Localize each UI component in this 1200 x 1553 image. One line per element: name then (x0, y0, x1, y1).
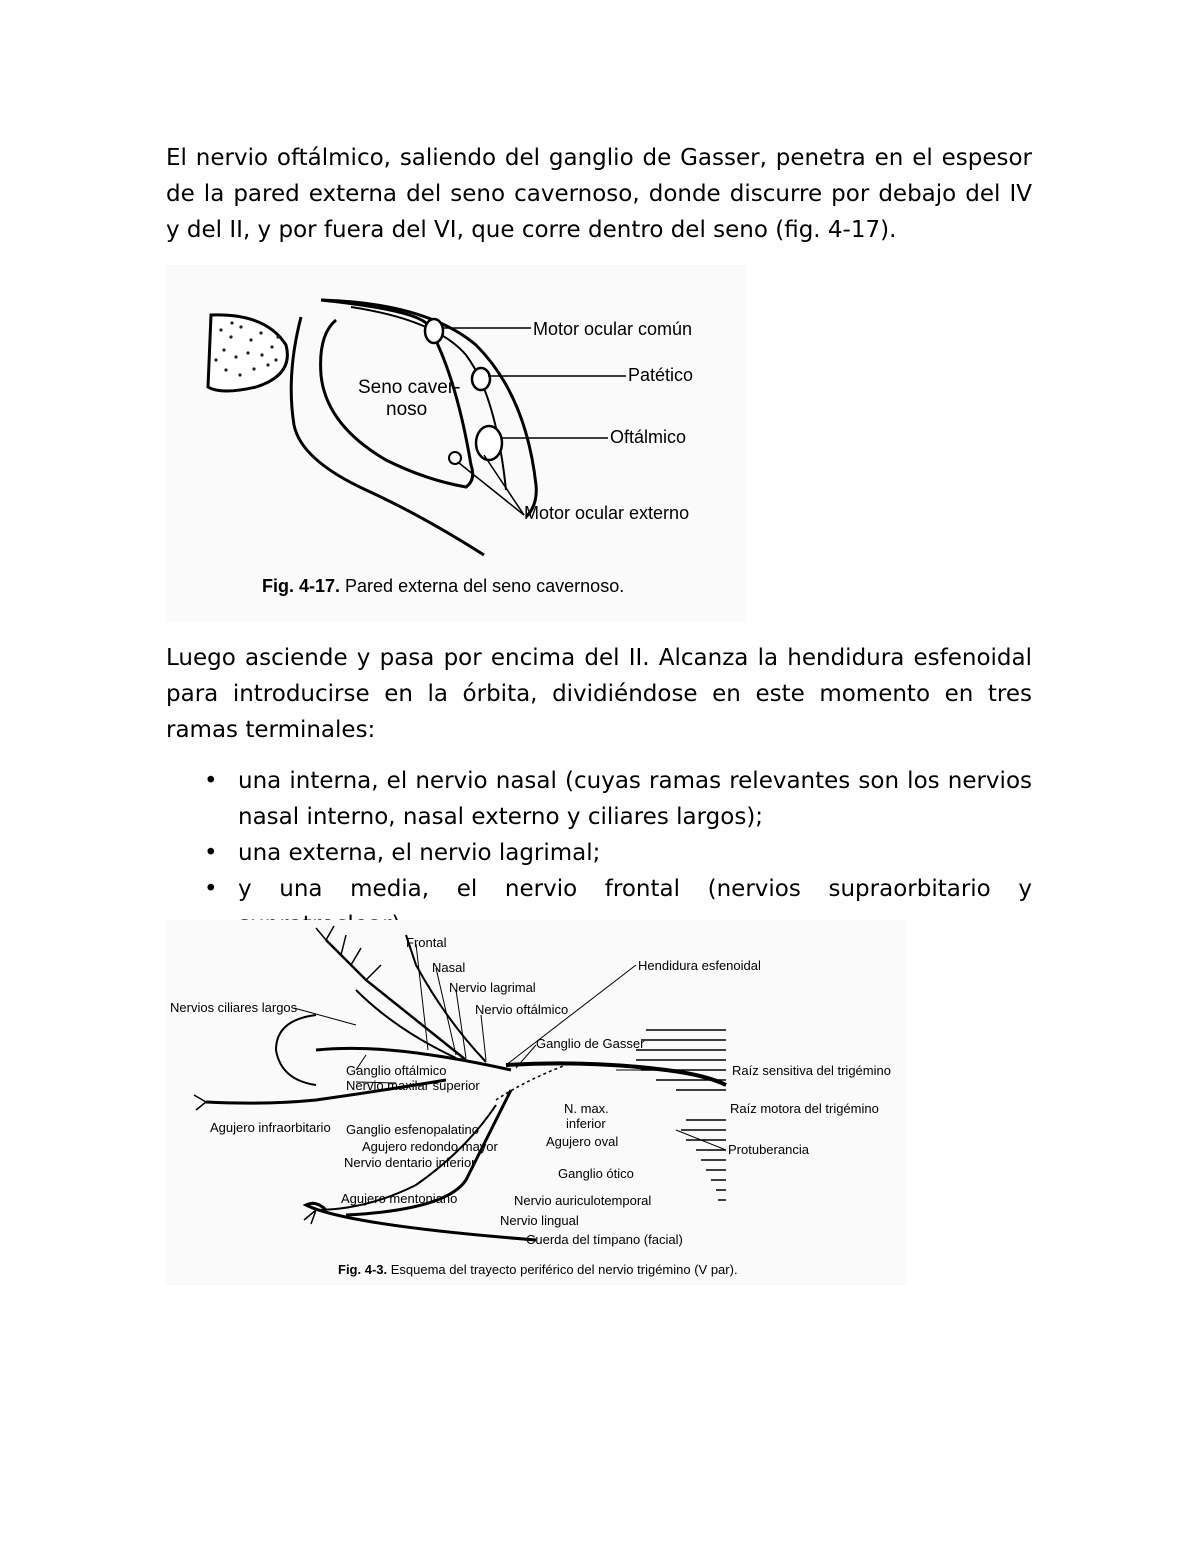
seno-label-line1: Seno caver- (358, 377, 461, 398)
frontal-terminal-tufts (316, 926, 381, 980)
branches-list (166, 763, 1032, 943)
list-item (166, 835, 1032, 871)
maxillary-terminal-tufts (194, 1095, 316, 1224)
label-nervios-ciliares-largos: Nervios ciliares largos (170, 1000, 298, 1015)
frontal-branch (326, 940, 466, 1060)
list-item (166, 763, 1032, 835)
patetico-nerve (472, 368, 490, 390)
bullet-icon: • (204, 768, 218, 794)
label-nervio-lagrimal: Nervio lagrimal (449, 980, 536, 995)
label-cuerda-timpano: Cuerda del tímpano (facial) (526, 1232, 683, 1247)
label-nervio-lingual: Nervio lingual (500, 1213, 579, 1228)
figure-seno-cavernoso (166, 265, 746, 622)
oftalmico-nerve (476, 426, 502, 460)
label-nervio-auriculotemporal: Nervio auriculotemporal (514, 1193, 652, 1208)
figure2-caption-prefix: Fig. 4-3. (338, 1262, 388, 1277)
label-nervio-dentario-inferior: Nervio dentario inferior (344, 1155, 476, 1170)
protuberancia-hatching (636, 1030, 726, 1200)
label-frontal: Frontal (406, 935, 447, 950)
bullet-icon: • (204, 876, 218, 902)
label-ganglio-esfenopalatino: Ganglio esfenopalatino (346, 1122, 479, 1137)
label-nasal: Nasal (432, 960, 466, 975)
label-agujero-oval: Agujero oval (546, 1134, 619, 1149)
leader-line (484, 455, 524, 515)
seno-cavernoso-diagram (166, 265, 746, 622)
figure-trigemino (166, 920, 906, 1285)
label-nervio-maxilar-superior: Nervio maxilar superior (346, 1078, 480, 1093)
paragraph-intro: El nervio oftálmico, saliendo del ganglio de Gasser, penetra en el espesor de la pared externa del seno cavernoso, donde discurre por debajo del IV y del II, y por fuera del VI, que corre dentro del seno (fig. 4-17). (166, 145, 1032, 243)
figure1-caption (262, 576, 624, 596)
label-ganglio-otico: Ganglio ótico (558, 1166, 634, 1181)
motor-ocular-externo-nerve (449, 452, 461, 464)
trigemino-diagram (166, 920, 906, 1285)
figure2-caption-text: Esquema del trayecto periférico del nervio trigémino (V par). (387, 1262, 738, 1277)
label-patetico: Patético (628, 365, 694, 385)
figure2-caption (338, 1262, 738, 1277)
label-raiz-sensitiva: Raíz sensitiva del trigémino (732, 1063, 891, 1078)
list-item-text: una externa, el nervio lagrimal; (238, 840, 601, 866)
leader-line (459, 463, 524, 515)
figure1-caption-prefix: Fig. 4-17. (262, 576, 341, 596)
label-raiz-motora: Raíz motora del trigémino (730, 1101, 879, 1116)
label-agujero-infraorbitario: Agujero infraorbitario (210, 1120, 331, 1135)
label-agujero-redondo-mayor: Agujero redondo mayor (362, 1139, 498, 1154)
list-item-text: una interna, el nervio nasal (cuyas ramas relevantes son los nervios nasal interno, nasal externo y ciliares largos); (238, 768, 1032, 830)
bullet-icon: • (204, 840, 218, 866)
label-n-max-inferior-2: inferior (566, 1116, 606, 1131)
label-ganglio-oftalmico: Ganglio oftálmico (346, 1063, 447, 1078)
paragraph-branches: Luego asciende y pasa por encima del II. Alcanza la hendidura esfenoidal para introducirse en la órbita, dividiéndose en este momento en tres ramas terminales: (166, 645, 1032, 743)
label-oftalmico: Oftálmico (610, 427, 687, 447)
sensory-root-trunk (506, 1063, 726, 1085)
seno-label-line2: noso (386, 399, 428, 420)
label-ganglio-gasser: Ganglio de Gasser (536, 1036, 645, 1051)
label-motor-ocular-comun: Motor ocular común (533, 319, 693, 339)
label-nervio-oftalmico: Nervio oftálmico (475, 1002, 569, 1017)
label-hendidura-esfenoidal: Hendidura esfenoidal (638, 958, 761, 973)
label-agujero-mentoniano: Agujero mentoniano (341, 1191, 458, 1206)
label-protuberancia: Protuberancia (728, 1142, 809, 1157)
figure1-caption-text: Pared externa del seno cavernoso. (340, 576, 625, 596)
motor-ocular-comun-nerve (425, 319, 443, 343)
list-item-text: y una media, el nervio frontal (nervios supraorbitario y (238, 876, 1032, 902)
label-n-max-inferior-1: N. max. (564, 1101, 609, 1116)
label-motor-ocular-externo: Motor ocular externo (524, 503, 690, 523)
eye-globe (276, 1015, 316, 1085)
